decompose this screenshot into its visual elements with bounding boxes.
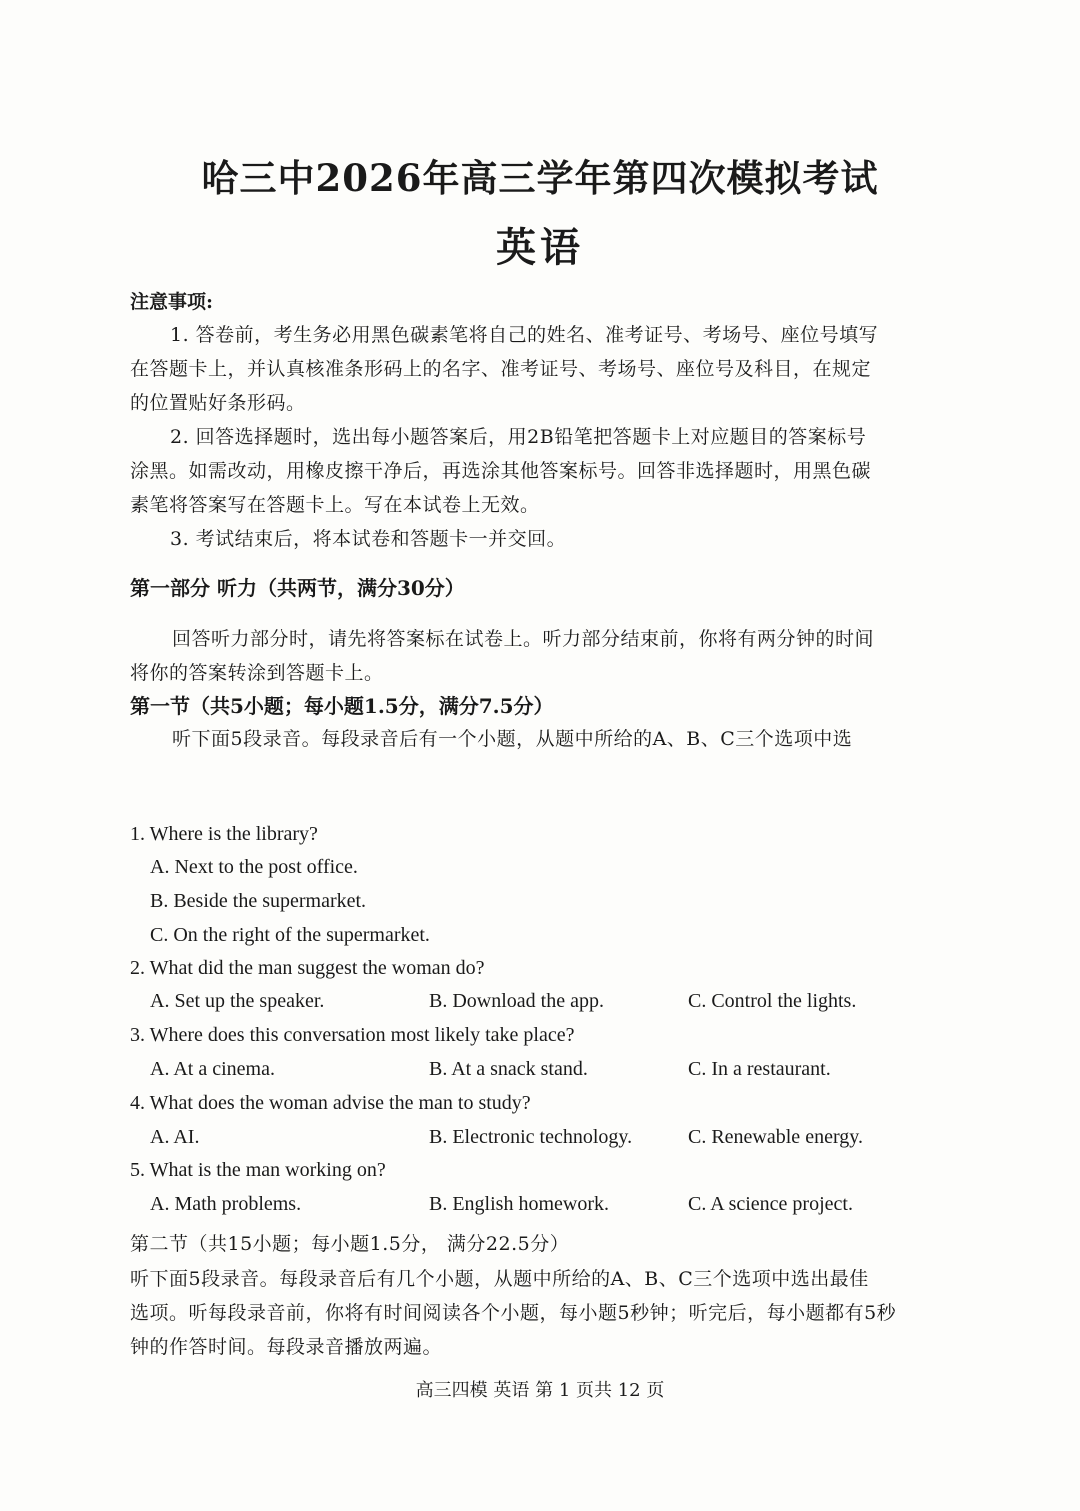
part1-intro-line-1: 回答听力部分时，请先将答案标在试卷上。听力部分结束前，你将有两分钟的时间 xyxy=(172,628,875,650)
question-5-option-c: C. A science project. xyxy=(688,1193,853,1215)
section1-heading: 第一节（共5小题；每小题1.5分，满分7.5分） xyxy=(130,694,554,718)
notice-item-2-line-1: 2. 回答选择题时，选出每小题答案后，用2B铅笔把答题卡上对应题目的答案标号 xyxy=(170,426,867,448)
question-3-option-c: C. In a restaurant. xyxy=(688,1058,831,1080)
question-2-option-b: B. Download the app. xyxy=(429,990,604,1012)
notice-heading: 注意事项: xyxy=(130,291,214,313)
notice-item-1-line-3: 的位置贴好条形码。 xyxy=(130,392,306,414)
question-2-option-a: A. Set up the speaker. xyxy=(150,990,325,1012)
question-4-option-a: A. AI. xyxy=(150,1126,200,1148)
question-3-option-a: A. At a cinema. xyxy=(150,1058,275,1080)
part1-intro-line-2: 将你的答案转涂到答题卡上。 xyxy=(130,662,384,684)
question-1-option-c: C. On the right of the supermarket. xyxy=(150,924,430,946)
question-2-option-c: C. Control the lights. xyxy=(688,990,857,1012)
section2-heading: 第二节（共15小题；每小题1.5分， 满分22.5分） xyxy=(130,1233,570,1255)
section1-intro: 听下面5段录音。每段录音后有一个小题，从题中所给的A、B、C三个选项中选 xyxy=(172,728,853,750)
question-1-option-a: A. Next to the post office. xyxy=(150,856,358,878)
section2-intro-line-3: 钟的作答时间。每段录音播放两遍。 xyxy=(130,1336,443,1358)
subject-title: 英语 xyxy=(496,224,584,271)
notice-item-1-line-1: 1. 答卷前，考生务必用黑色碳素笔将自己的姓名、准考证号、考场号、座位号填写 xyxy=(170,324,879,346)
section2-intro-line-2: 选项。听每段录音前，你将有时间阅读各个小题，每小题5秒钟；听完后，每小题都有5秒 xyxy=(130,1302,897,1324)
question-3-stem: 3. Where does this conversation most likely take place? xyxy=(130,1024,575,1046)
question-1-stem: 1. Where is the library? xyxy=(130,823,318,845)
part1-heading: 第一部分 听力（共两节，满分30分） xyxy=(130,576,465,600)
notice-item-1-line-2: 在答题卡上，并认真核准条形码上的名字、准考证号、考场号、座位号及科目，在规定 xyxy=(130,358,872,380)
question-5-stem: 5. What is the man working on? xyxy=(130,1159,386,1181)
question-1-option-b: B. Beside the supermarket. xyxy=(150,890,367,912)
section2-intro-line-1: 听下面5段录音。每段录音后有几个小题，从题中所给的A、B、C三个选项中选出最佳 xyxy=(130,1268,869,1290)
question-5-option-a: A. Math problems. xyxy=(150,1193,302,1215)
question-4-option-c: C. Renewable energy. xyxy=(688,1126,863,1148)
exam-title: 哈三中2026年高三学年第四次模拟考试 xyxy=(201,156,879,200)
question-4-option-b: B. Electronic technology. xyxy=(429,1126,633,1148)
question-3-option-b: B. At a snack stand. xyxy=(429,1058,588,1080)
notice-item-2-line-2: 涂黑。如需改动，用橡皮擦干净后，再选涂其他答案标号。回答非选择题时，用黑色碳 xyxy=(130,460,872,482)
notice-item-2-line-3: 素笔将答案写在答题卡上。写在本试卷上无效。 xyxy=(130,494,540,516)
page-footer: 高三四模 英语 第 1 页共 12 页 xyxy=(415,1380,665,1401)
question-5-option-b: B. English homework. xyxy=(429,1193,609,1215)
question-4-stem: 4. What does the woman advise the man to study? xyxy=(130,1092,531,1114)
notice-item-3-line-1: 3. 考试结束后，将本试卷和答题卡一并交回。 xyxy=(170,528,567,550)
question-2-stem: 2. What did the man suggest the woman do? xyxy=(130,957,485,979)
